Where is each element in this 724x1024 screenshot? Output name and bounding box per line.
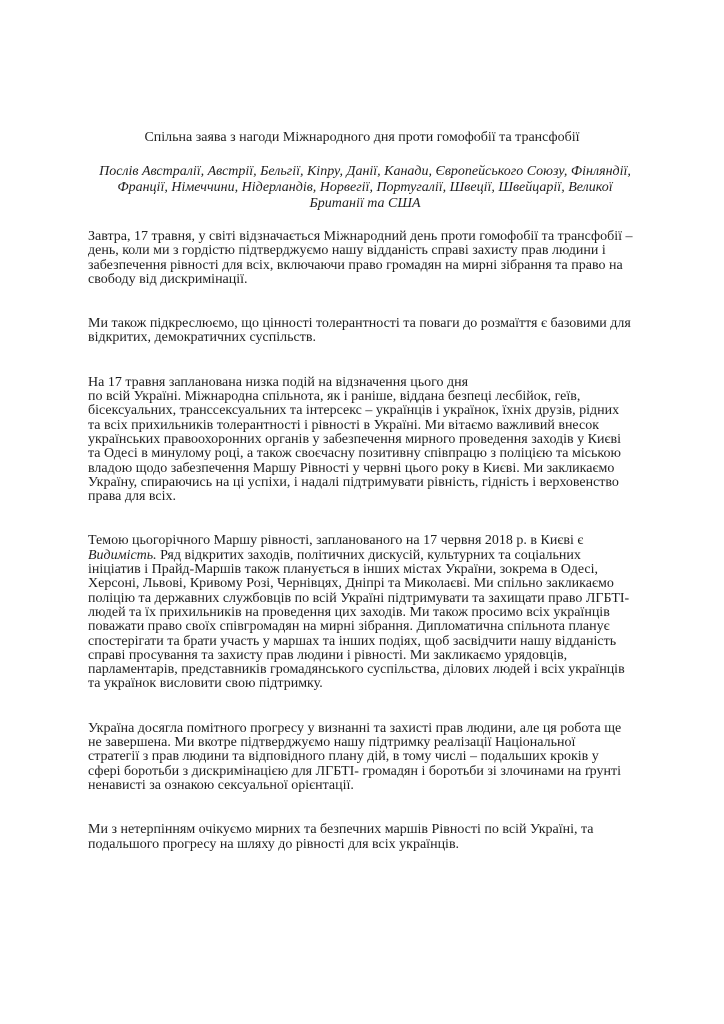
text-line: спостерігати та брати участь у маршах та інших подіях, щоб засвідчити нашу відданість [88, 633, 617, 649]
paragraph [88, 722, 668, 793]
text-line: поліцію та державних службовців по всій Україні підтримувати та захищати право ЛГБТІ- [88, 590, 630, 606]
paragraph [88, 317, 668, 346]
text-line: Ми також підкреслюємо, що цінності толерантності та поваги до розмаїття є базовими для [88, 316, 631, 332]
text-line [88, 549, 668, 563]
text-line: по всій Україні. Міжнародна спільнота, як і раніше, віддана безпеці лесбійок, геїв, [88, 389, 581, 405]
text-line: людей та їх прихильників на проведення цих заходів. Ми також просимо всіх українців [88, 604, 610, 620]
text-line: та українок висловити свою підтримку. [88, 676, 323, 692]
text-span: Ряд відкритих заходів, політичних дискусій, культурних та соціальних [160, 547, 581, 563]
text-line: свободу від дискримінації. [88, 271, 248, 287]
italic-emphasis: Видимість. [88, 547, 157, 563]
text-line: На 17 травня запланована низка подій на відзначення цього дня [88, 374, 469, 390]
text-line: сфері боротьби з дискримінацією для ЛГБТІ- громадян і боротьби зі злочинами на ґрунті [88, 763, 621, 779]
subtitle-line: Франції, Німеччини, Нідерландів, Норвегії, Португалії, Швеції, Швейцарії, Великої [117, 180, 613, 195]
text-line: Україна досягла помітного прогресу у визнанні та захисті прав людини, але ця робота ще [88, 720, 622, 736]
text-line: та Одесі в минулому році, а також своєчасну позитивну співпрацю з поліцією та міською [88, 446, 621, 462]
text-line: не завершена. Ми вкотре підтверджуємо нашу підтримку реалізації Національної [88, 735, 576, 751]
text-line: Ми з нетерпінням очікуємо мирних та безпечних маршів Рівності по всій Україні, та [88, 822, 594, 838]
text-line: та всіх прихильників толерантності і рівності в Україні. Ми вітаємо важливий внесок [88, 417, 600, 433]
text-line: Завтра, 17 травня, у світі відзначається Міжнародний день проти гомофобії та трансфобії – [88, 229, 633, 244]
paragraph [88, 376, 668, 505]
subtitle-line: Британії та США [309, 196, 421, 211]
text-line: стратегії з прав людини та відповідного плану дій, в тому числі – подальших кроків у [88, 749, 599, 765]
paragraph [88, 230, 668, 287]
text-line: забезпечення рівності для всіх, включаючи право громадян на мирні зібрання та право на [88, 257, 623, 273]
text-line: бісексуальних, транссексуальних та інтерсекс – українців і українок, їхніх друзів, рідних [88, 403, 620, 419]
text-line: Темою цьогорічного Маршу рівності, запланованого на 17 червня 2018 р. в Києві є [88, 533, 584, 549]
text-line: українських правоохоронних органів у забезпечення мирного проведення заходів у Києві [88, 431, 622, 447]
paragraph [88, 534, 668, 691]
text-line: ініціатив і Прайд-Маршів також планується в інших містах України, зокрема в Одесі, [88, 562, 598, 578]
text-line: Херсоні, Львові, Кривому Розі, Чернівцях, Дніпрі та Миколаєві. Ми спільно закликаємо [88, 576, 614, 592]
text-line: поважати право своїх співгромадян на мирні зібрання. Дипломатична спільнота планує [88, 619, 610, 635]
paragraph [88, 823, 668, 852]
text-line: Україну, спираючись на ці успіхи, і надалі підтримувати рівність, гідність і верховенство [88, 474, 619, 490]
text-line: день, коли ми з гордістю підтверджуємо нашу відданість справі захисту прав людини і [88, 243, 606, 259]
text-line: відкритих, демократичних суспільств. [88, 330, 316, 346]
subtitle-line: Послів Австралії, Австрії, Бельгії, Кіпру, Данії, Канади, Європейського Союзу, Фінляндії, [99, 164, 631, 179]
document-title: Спільна заява з нагоди Міжнародного дня проти гомофобії та трансфобії [144, 130, 580, 145]
document-body [88, 230, 668, 852]
text-line: подальшого прогресу на шляху до рівності для всіх українців. [88, 836, 460, 852]
text-line: ненависті за ознакою сексуальної орієнтації. [88, 777, 354, 793]
text-line: справі просування та захисту прав людини і рівності. Ми закликаємо урядовців, [88, 647, 568, 663]
text-line: парламентарів, представників громадянського суспільства, ділових людей і всіх українців [88, 662, 625, 678]
document-subtitle [60, 164, 670, 212]
text-line: владою щодо забезпечення Маршу Рівності у червні цього року в Києві. Ми закликаємо [88, 460, 615, 476]
text-line: права для всіх. [88, 489, 177, 505]
